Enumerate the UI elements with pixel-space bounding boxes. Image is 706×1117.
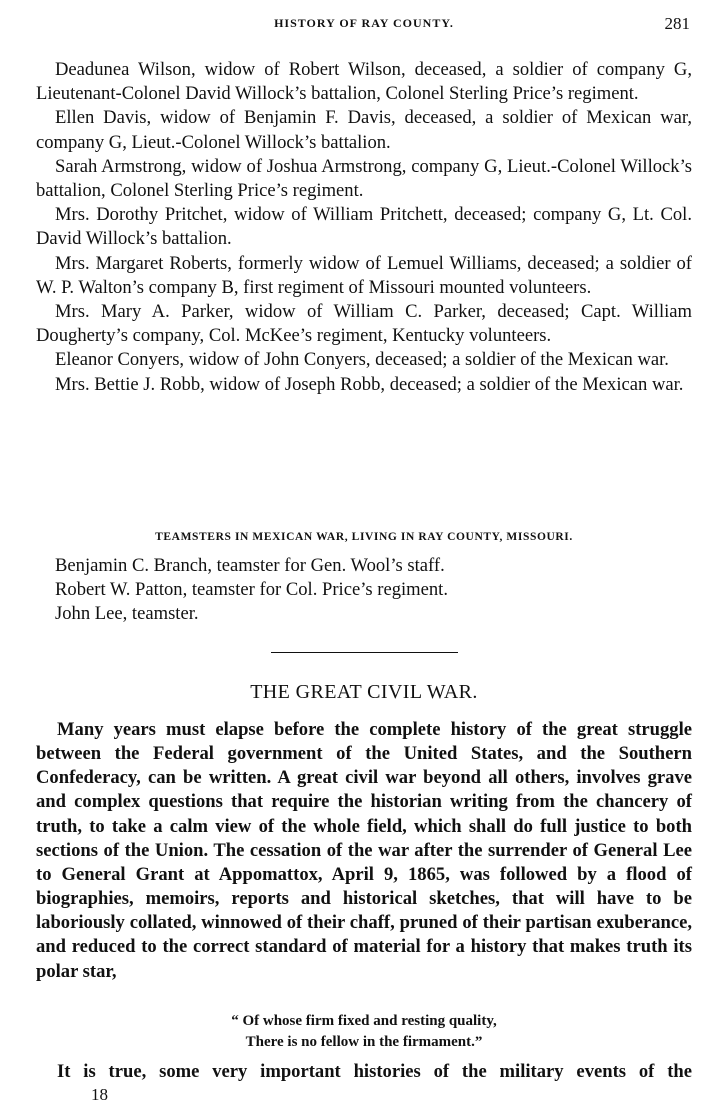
widow-entry: Mrs. Mary A. Parker, widow of William C. Parker, deceased; Capt. William Dougherty’s company, Col. McKee’s regiment, Kentucky volunteers. <box>36 301 692 347</box>
quote-line: “ Of whose firm fixed and resting quality, <box>231 1013 497 1029</box>
widow-entry: Eleanor Conyers, widow of John Conyers, deceased; a soldier of the Mexican war. <box>55 349 669 371</box>
section-divider <box>271 652 458 653</box>
teamster-entry: John Lee, teamster. <box>55 603 199 625</box>
teamster-entry: Robert W. Patton, teamster for Col. Price’s regiment. <box>55 579 448 601</box>
widow-entry: Ellen Davis, widow of Benjamin F. Davis, deceased, a soldier of Mexican war, company G, Lieut.-Colonel Willock’s battalion. <box>36 107 692 153</box>
running-title: HISTORY OF RAY COUNTY. <box>274 16 454 30</box>
running-head <box>36 14 692 36</box>
widows-list <box>36 58 692 397</box>
section-title: THE GREAT CIVIL WAR. <box>250 681 478 703</box>
continuing-paragraph-line: It is true, some very important histories of the military events of the <box>57 1061 692 1082</box>
teamsters-list <box>36 554 692 627</box>
teamster-entry: Benjamin C. Branch, teamster for Gen. Wool’s staff. <box>55 555 445 576</box>
widow-entry: Mrs. Dorothy Pritchet, widow of William Pritchett, deceased; company G, Lt. Col. David Willock’s battalion. <box>36 204 692 250</box>
page-number: 281 <box>664 14 690 33</box>
verse-quotation <box>36 1011 692 1053</box>
signature-mark: 18 <box>91 1085 108 1104</box>
widow-entry: Mrs. Margaret Roberts, formerly widow of Lemuel Williams, deceased; a soldier of W. P. Walton’s company B, first regiment of Missouri mounted volunteers. <box>36 252 692 298</box>
widow-entry: Sarah Armstrong, widow of Joshua Armstrong, company G, Lieut.-Colonel Willock’s battalion, Colonel Sterling Price’s regiment. <box>36 155 692 202</box>
quote-line: There is no fellow in the firmament.” <box>245 1034 483 1050</box>
civil-war-paragraph: Many years must elapse before the complete history of the great struggle between the Federal government of the United States, and the Southern Confederacy, can be written. A great civil war beyond all others, involves grave and complex questions that require the historian writing from the chancery of truth, to take a calm view of the whole field, which shall do full justice to both sections of the Union. The cessation of the war after the surrender of General Lee to General Grant at Appomattox, April 9, 1865, was followed by a flood of biographies, memoirs, reports and historical sketches, that will have to be laboriously collated, winnowed of their chaff, pruned of their partisan exuberance, and reduced to the correct standard of material for a history that makes truth its polar star, <box>36 719 692 982</box>
section-body <box>36 718 692 984</box>
teamsters-heading: TEAMSTERS IN MEXICAN WAR, LIVING IN RAY COUNTY, MISSOURI. <box>155 531 573 543</box>
widow-entry: Deadunea Wilson, widow of Robert Wilson, deceased, a soldier of company G, Lieutenant-Colonel David Willock’s battalion, Colonel Sterling Price’s regiment. <box>36 59 692 105</box>
widow-entry: Mrs. Bettie J. Robb, widow of Joseph Robb, deceased; a soldier of the Mexican war. <box>55 373 684 395</box>
